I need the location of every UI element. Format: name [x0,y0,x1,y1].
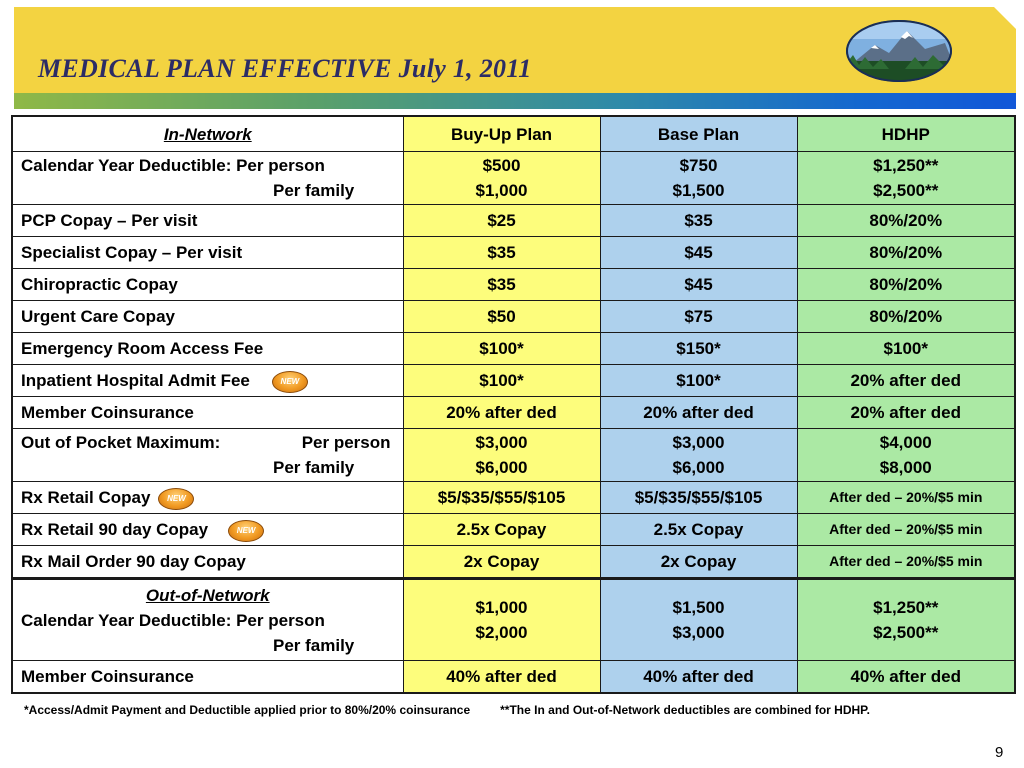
slide-title: MEDICAL PLAN EFFECTIVE July 1, 2011 [38,54,532,83]
footnote-combined: **The In and Out-of-Network deductibles are combined for HDHP. [500,703,870,717]
cell-buy-up: $5/$35/$55/$105 [403,482,600,514]
value-person: $1,250** [873,598,939,617]
cell-base: $45 [600,269,797,301]
in-network-heading: In-Network [12,116,403,152]
cell-base: 20% after ded [600,397,797,429]
table-row-rx [12,482,1015,514]
cell-base: $35 [600,205,797,237]
cell-buy-up [403,579,600,661]
new-badge-icon: NEW [228,520,264,542]
value-person: $3,000 [672,433,725,452]
cell-hdhp [797,152,1015,205]
column-header-buy-up: Buy-Up Plan [403,116,600,152]
table-row-out-of-pocket [12,429,1015,482]
cell-buy-up: $50 [403,301,600,333]
table-row [12,365,1015,397]
table-row [12,205,1015,237]
row-label: PCP Copay – Per visit [12,205,403,237]
table-header-row [12,116,1015,152]
cell-hdhp: 40% after ded [797,661,1015,694]
row-label [12,514,403,546]
cell-buy-up: $25 [403,205,600,237]
value-family: $2,000 [475,623,528,642]
row-label: Member Coinsurance [12,661,403,694]
table-row-deductible [12,152,1015,205]
value-family: $2,500** [873,181,939,200]
deductible-per-family-label: Per family [273,181,355,200]
cell-base [600,429,797,482]
value-family: $6,000 [672,458,725,477]
cell-hdhp: After ded – 20%/$5 min [797,482,1015,514]
cell-hdhp: After ded – 20%/$5 min [797,546,1015,579]
value-person: $3,000 [475,433,528,452]
oop-per-family-label: Per family [273,458,355,477]
cell-hdhp: After ded – 20%/$5 min [797,514,1015,546]
cell-hdhp: 80%/20% [797,205,1015,237]
cell-buy-up [403,429,600,482]
value-family: $8,000 [879,458,932,477]
oop-label: Out of Pocket Maximum: [21,433,221,452]
medical-plan-table [11,115,1016,694]
row-label [12,429,403,482]
table-row [12,333,1015,365]
new-badge-icon: NEW [272,371,308,393]
table-row [12,269,1015,301]
cell-buy-up: $100* [403,333,600,365]
cell-buy-up: 2x Copay [403,546,600,579]
cell-base: $75 [600,301,797,333]
deductible-per-person-label: Calendar Year Deductible: Per person [21,156,325,175]
table-row-out-coinsurance [12,661,1015,694]
column-header-base: Base Plan [600,116,797,152]
row-label-text: Inpatient Hospital Admit Fee [21,371,250,390]
table-row-rx [12,514,1015,546]
value-person: $4,000 [879,433,932,452]
column-header-hdhp: HDHP [797,116,1015,152]
footnote-access: *Access/Admit Payment and Deductible applied prior to 80%/20% coinsurance [24,703,471,717]
out-deductible-per-person-label: Calendar Year Deductible: Per person [21,610,325,630]
new-badge-icon: NEW [158,488,194,510]
row-label: Urgent Care Copay [12,301,403,333]
row-label: Rx Mail Order 90 day Copay [12,546,403,579]
row-label: Member Coinsurance [12,397,403,429]
cell-base: 2x Copay [600,546,797,579]
row-label-text: Rx Retail Copay [21,488,151,507]
cell-hdhp: 20% after ded [797,365,1015,397]
footnotes [24,703,1004,717]
mountain-logo-icon [845,19,953,83]
cell-base: $5/$35/$55/$105 [600,482,797,514]
cell-hdhp [797,429,1015,482]
cell-base: $45 [600,237,797,269]
header-gradient-bar [14,93,1016,109]
cell-base: $100* [600,365,797,397]
cell-buy-up: $35 [403,237,600,269]
row-label [12,152,403,205]
value-family: $6,000 [475,458,528,477]
value-person: $1,000 [475,598,528,617]
cell-buy-up: 40% after ded [403,661,600,694]
cell-hdhp: 80%/20% [797,301,1015,333]
row-label-text: Rx Retail 90 day Copay [21,520,209,539]
cell-buy-up [403,152,600,205]
header-corner-fold [994,7,1016,29]
table-row-out-of-network [12,579,1015,661]
row-label: Emergency Room Access Fee [12,333,403,365]
value-family: $1,000 [475,181,528,200]
cell-base: 2.5x Copay [600,514,797,546]
oop-per-person-label: Per person [301,433,391,452]
value-family: $2,500** [873,623,939,642]
oop-line [21,430,395,455]
value-person: $750 [679,156,718,175]
table-row-rx [12,546,1015,579]
cell-buy-up: $35 [403,269,600,301]
table-row [12,301,1015,333]
cell-hdhp: $100* [797,333,1015,365]
cell-buy-up: 2.5x Copay [403,514,600,546]
table-row [12,397,1015,429]
table-row [12,237,1015,269]
cell-base [600,579,797,661]
out-of-network-heading: Out-of-Network [145,585,270,605]
page-number: 9 [995,744,1004,761]
row-label: Specialist Copay – Per visit [12,237,403,269]
value-family: $3,000 [672,623,725,642]
cell-buy-up: $100* [403,365,600,397]
cell-hdhp: 20% after ded [797,397,1015,429]
value-person: $500 [482,156,521,175]
cell-hdhp: 80%/20% [797,269,1015,301]
row-label [12,482,403,514]
cell-buy-up: 20% after ded [403,397,600,429]
cell-base: $150* [600,333,797,365]
value-family: $1,500 [672,181,725,200]
cell-hdhp: 80%/20% [797,237,1015,269]
row-label [12,579,403,661]
out-deductible-per-family-label: Per family [273,635,355,655]
cell-base [600,152,797,205]
value-person: $1,500 [672,598,725,617]
cell-base: 40% after ded [600,661,797,694]
cell-hdhp [797,579,1015,661]
row-label: Chiropractic Copay [12,269,403,301]
value-person: $1,250** [873,156,939,175]
row-label [12,365,403,397]
